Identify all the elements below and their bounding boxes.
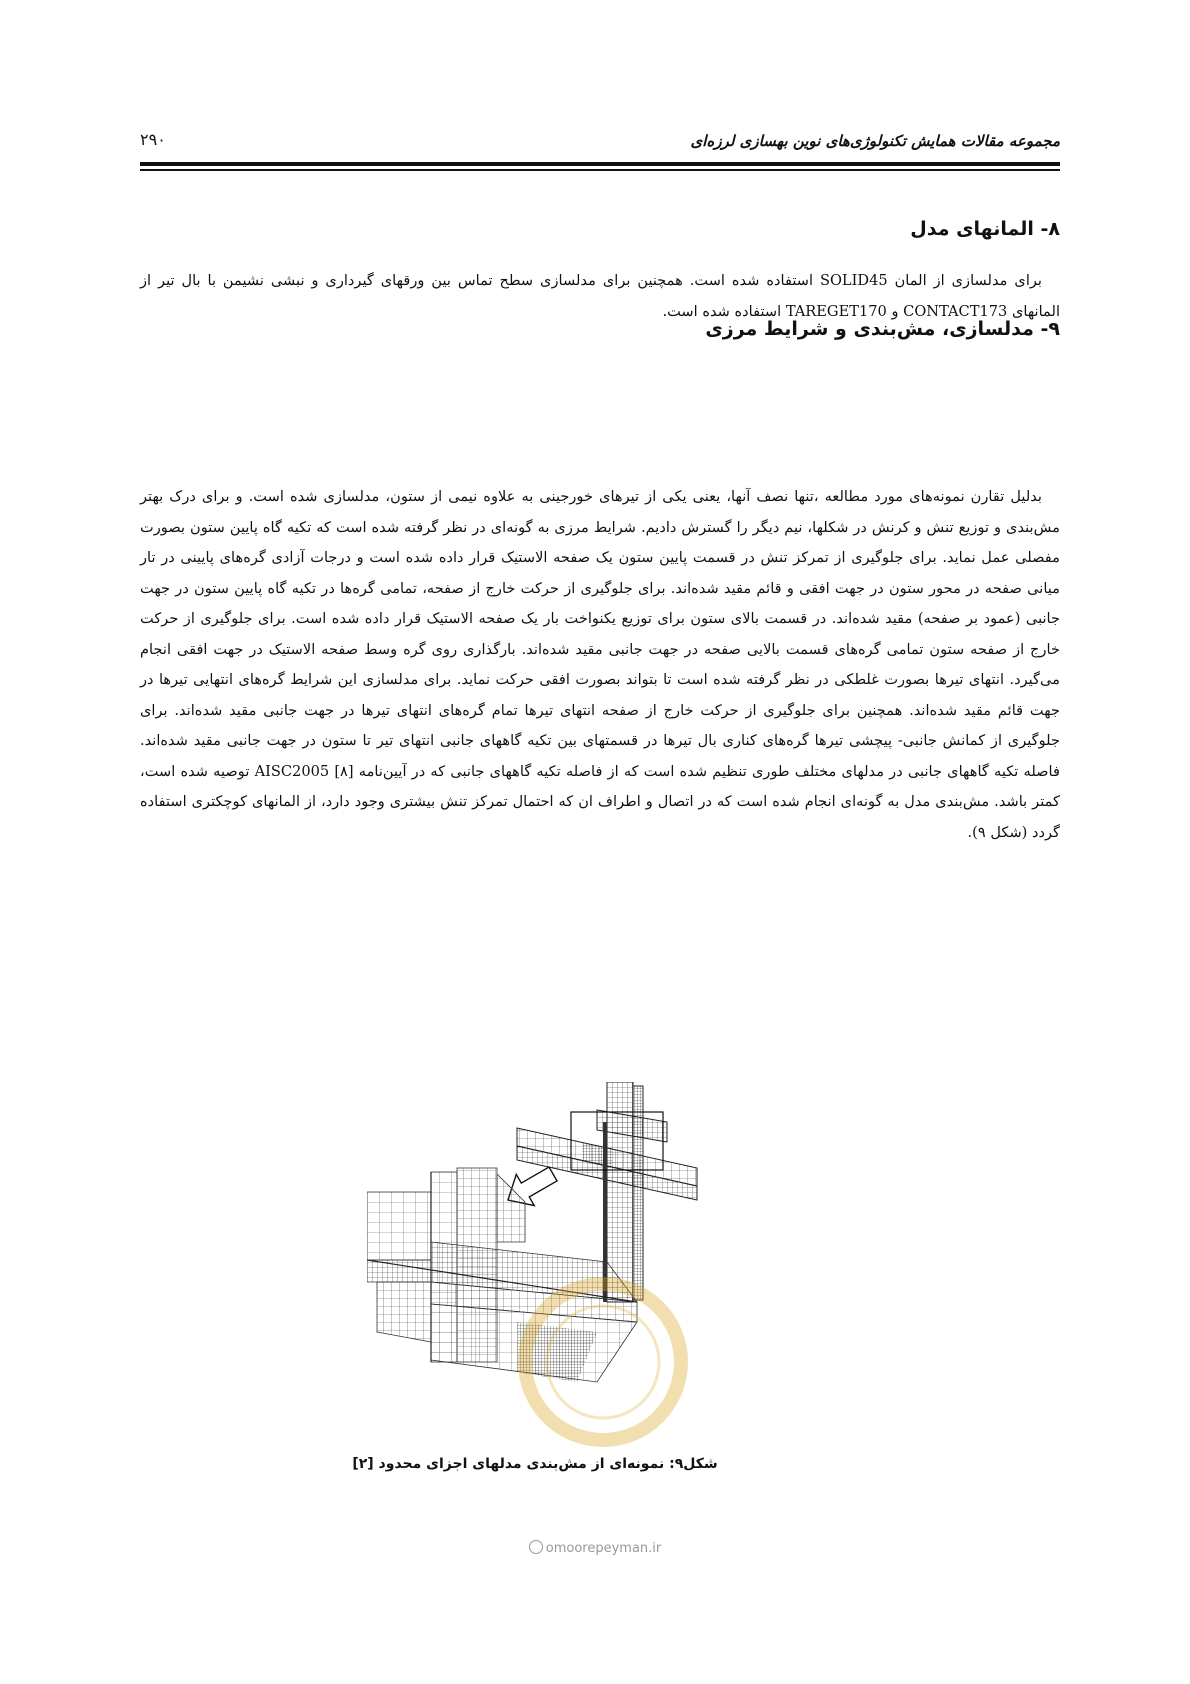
watermark-text: omoorepeyman.ir (545, 1541, 662, 1556)
section-9-paragraph (140, 482, 1060, 848)
detail-view (367, 1168, 637, 1382)
figure-caption: شکل۹: نمونه‌ای از مش‌بندی مدلهای اجزای محدود [۲] (352, 1456, 718, 1472)
page-header (140, 120, 1060, 166)
section-8-heading: ۸- المانهای مدل (910, 218, 1060, 240)
section-9-heading: ۹- مدلسازی، مش‌بندی و شرایط مرزی (705, 318, 1060, 340)
globe-icon (529, 1540, 543, 1554)
section-9-text: بدلیل تقارن نمونه‌های مورد مطالعه ،تنها نصف آنها، یعنی یکی از تیرهای خورجینی به علاوه نیمی از ستون، مدلسازی شده است. و برای درک بهتر مش‌بندی و توزیع تنش و کرنش در شکلها، نیم دیگر را گسترش دادیم. شرایط مرزی به گونه‌ای در نظر گرفته شده است که تکیه گاه پایین ستون بصورت مفصلی عمل نماید. برای جلوگیری از تمرکز تنش در قسمت پایین ستون یک صفحه الاستیک قرار داده شده است و درجات آزادی گره‌های پایینی در تار میانی صفحه در محور ستون در جهت افقی و قائم مقید شده‌اند. برای جلوگیری از حرکت خارج از صفحه، تمامی گره‌ها در تکیه گاه پایین ستون در جهت جانبی (عمود بر صفحه) مقید شده‌اند. در قسمت بالای ستون برای توزیع یکنواخت بار یک صفحه الاستیک قرار داده شده است. برای جلوگیری از حرکت خارج از صفحه ستون تمامی گره‌های قسمت بالایی صفحه در جهت جانبی مقید شده‌اند. بارگذاری روی گره وسط صفحه الاستیک در جهت افقی انجام می‌گیرد. انتهای تیرها بصورت غلطکی در نظر گرفته شده است تا بتواند بصورت افقی حرکت نماید. برای مدلسازی این شرایط گره‌های انتهایی تیرها در جهت قائم مقید شده‌اند. همچنین برای جلوگیری از حرکت خارج از صفحه انتهای تیرها تمام گره‌های انتهای تیرها در جهت جانبی مقید شده‌اند. برای جلوگیری از کمانش جانبی- پیچشی تیرها گره‌های کناری بال تیرها در قسمتهای بین تکیه گاههای جانبی انتهای تیر تا ستون در جهت جانبی مقید شده‌اند. فاصله تکیه گاههای جانبی در مدلهای مختلف طوری تنظیم شده است که از فاصله تکیه گاههای جانبی که در آیین‌نامه AISC2005 [۸] توصیه شده است، کمتر باشد. مش‌بندی مدل به گونه‌ای انجام شده است که در اتصال و اطراف ان که احتمال تمرکز تنش بیشتری وجود دارد، از المانهای کوچکتری استفاده گردد (شکل ۹). (140, 488, 1061, 841)
header-rule-thin (140, 169, 1060, 171)
mesh-figure (367, 1082, 827, 1452)
journal-title: مجموعه مقالات همایش تکنولوژی‌های نوین بهسازی لرزه‌ای (690, 132, 1060, 150)
header-rule-thick (140, 162, 1060, 166)
site-watermark (0, 1540, 1190, 1556)
section-8-text: برای مدلسازی از المان SOLID45 استفاده شده است. همچنین برای مدلسازی سطح تماس بین ورقهای گیرداری و نبشی نشیمن با بال تیر از المانهای CONTACT173 و TAREGET170 استفاده شده است. (140, 272, 1060, 320)
page-number: ۲۹۰ (140, 130, 166, 149)
